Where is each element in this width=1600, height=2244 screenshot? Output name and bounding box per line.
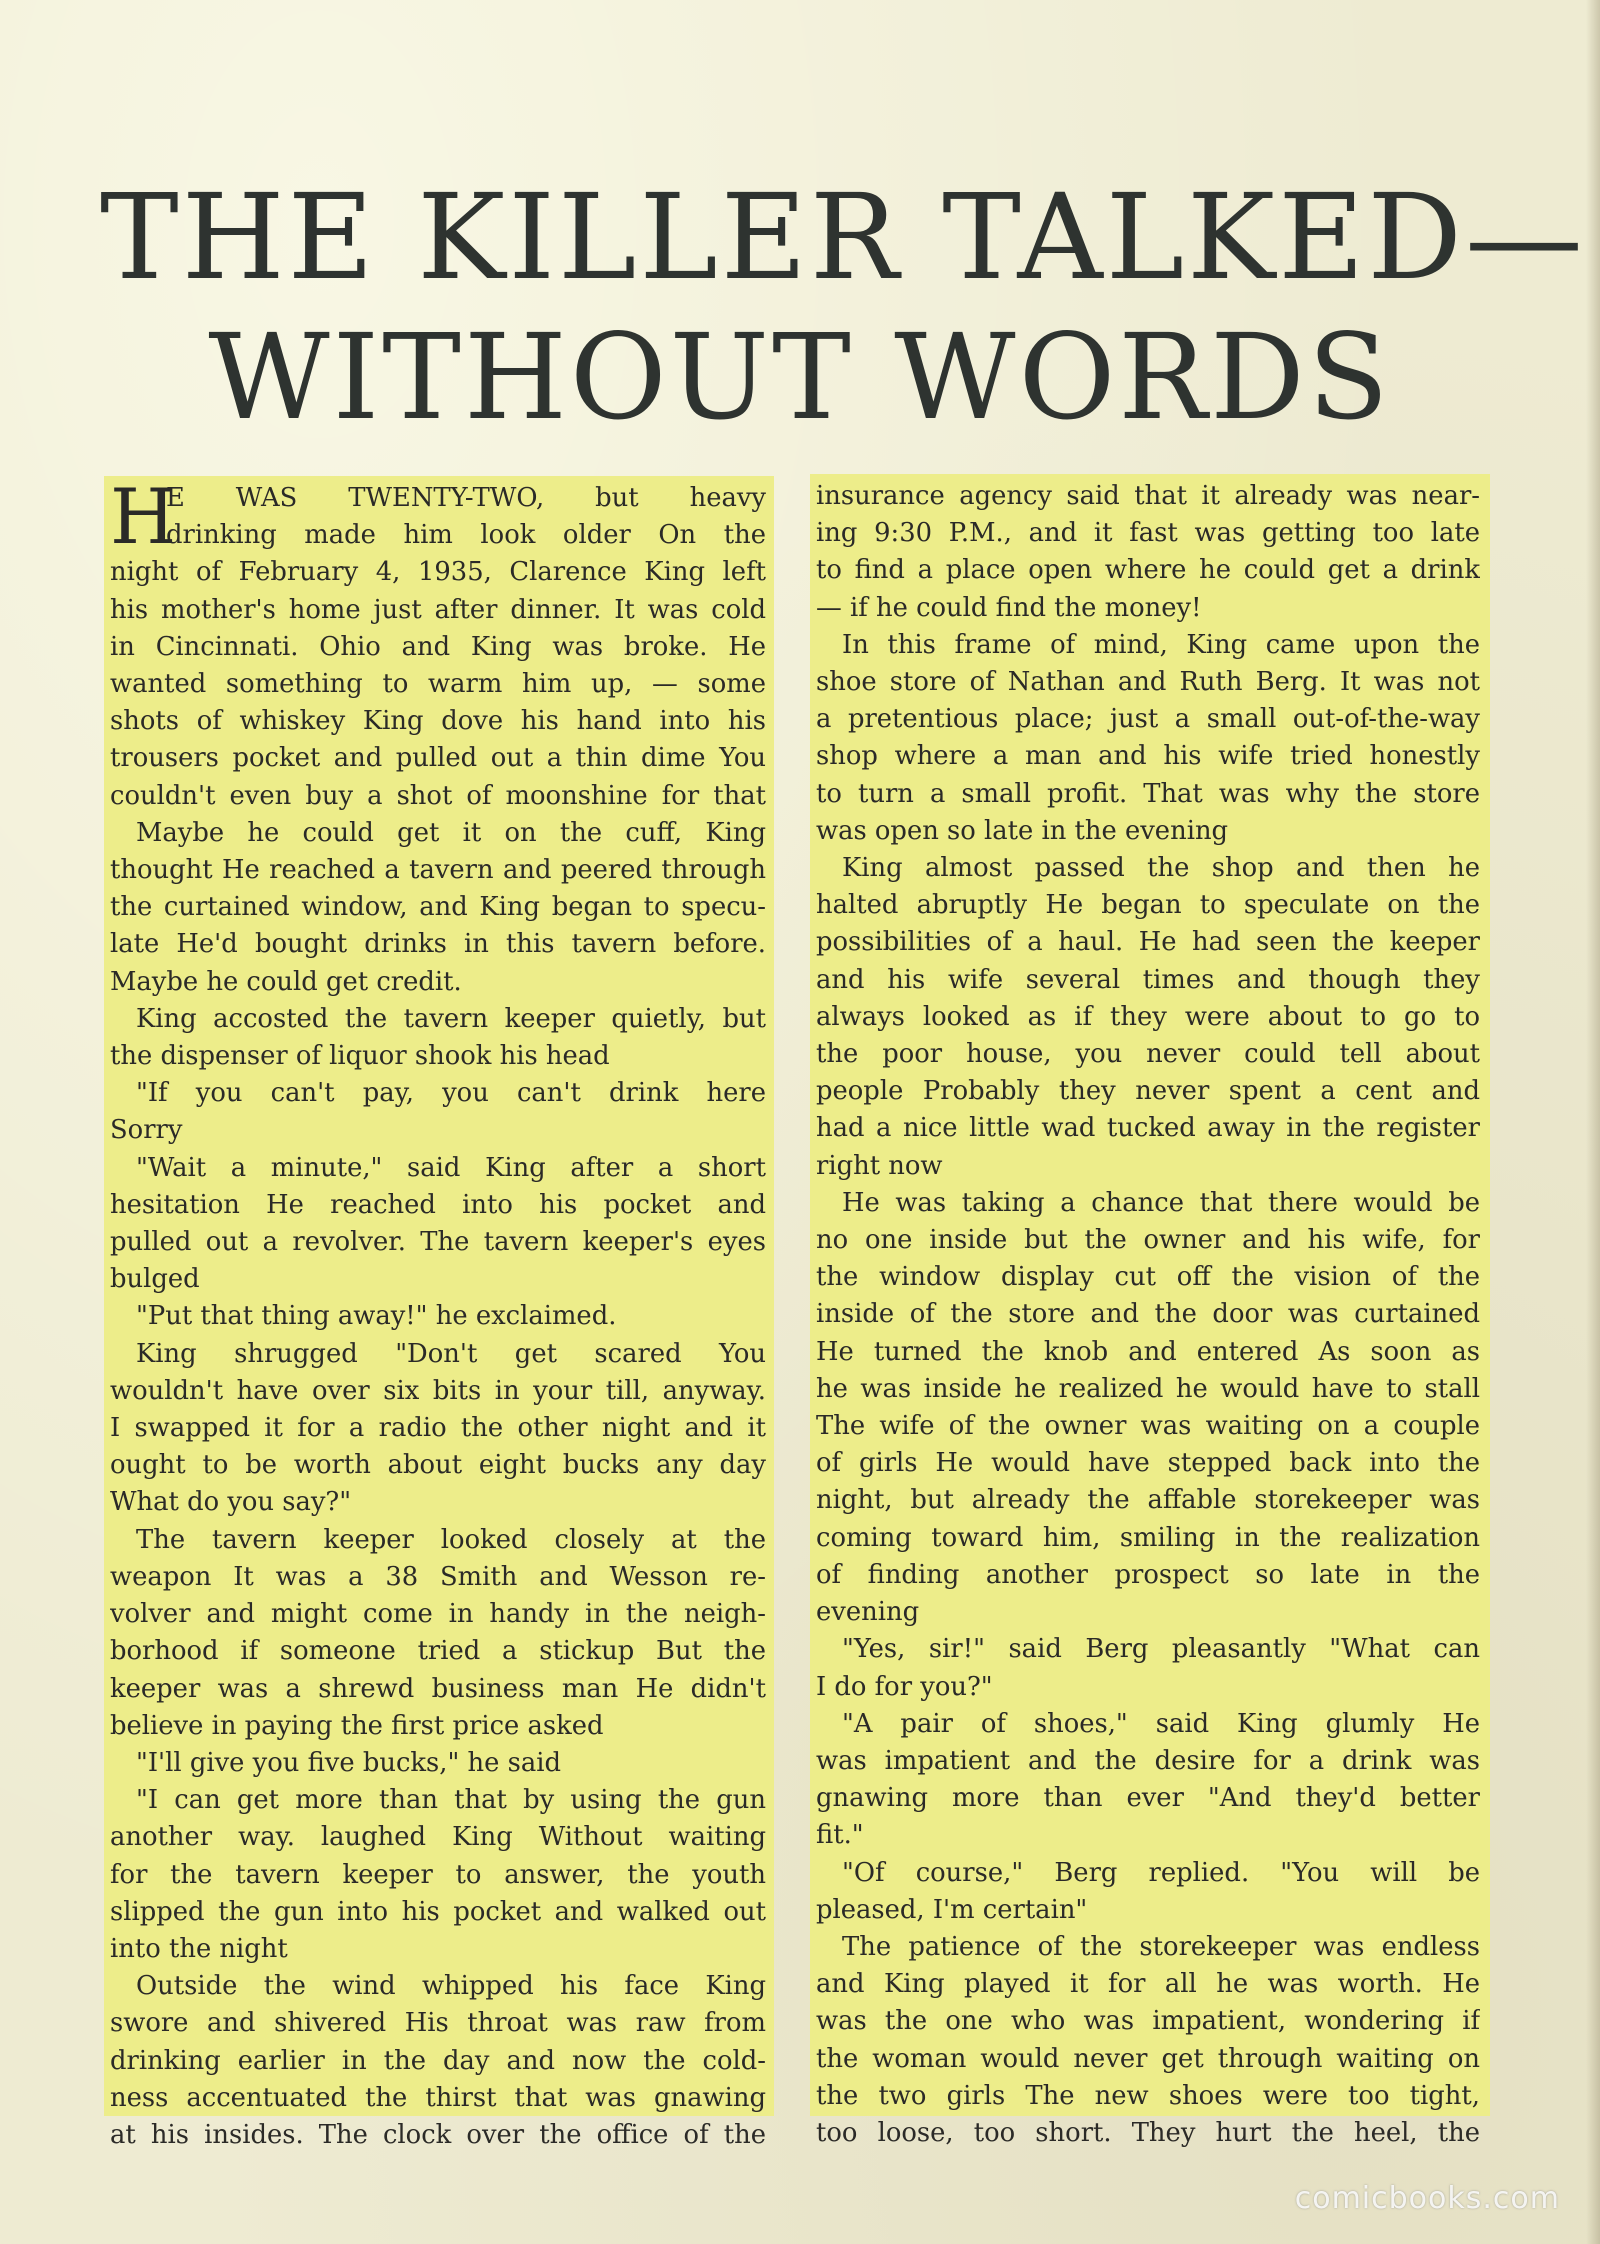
text-line: the poor house, you never could tell about — [816, 1039, 1480, 1070]
text-line: a pretentious place; just a small out-of-the-way — [816, 704, 1480, 735]
text-line: shop where a man and his wife tried honestly — [816, 741, 1480, 772]
text-line: of finding another prospect so late in the — [816, 1559, 1480, 1590]
story-title-line-2: WITHOUT WORDS — [208, 308, 1392, 446]
text-line: King almost passed the shop and then he — [842, 853, 1480, 884]
text-line: evening — [816, 1597, 920, 1628]
text-line: — if he could find the money! — [816, 592, 1202, 623]
text-line: Outside the wind whipped his face King — [136, 1971, 766, 2002]
text-line: The patience of the storekeeper was endless — [842, 1931, 1480, 1962]
text-line: wanted something to warm him up, — some — [110, 669, 766, 700]
text-line: halted abruptly He began to speculate on the — [816, 890, 1480, 921]
text-line: coming toward him, smiling in the realization — [816, 1522, 1480, 1553]
text-line: The wife of the owner was waiting on a couple — [816, 1411, 1480, 1442]
text-line: ing 9:30 P.M., and it fast was getting too late — [816, 518, 1480, 549]
text-line: pulled out a revolver. The tavern keeper's eyes — [110, 1227, 766, 1258]
text-line: hesitation He reached into his pocket and — [110, 1189, 766, 1220]
text-line: of girls He would have stepped back into the — [816, 1448, 1480, 1479]
text-line: believe in paying the first price asked — [110, 1710, 604, 1741]
text-line: ness accentuated the thirst that was gnawing — [110, 2082, 766, 2113]
text-line: "Of course," Berg replied. "You will be — [842, 1857, 1480, 1888]
text-line: shots of whiskey King dove his hand into his — [110, 706, 766, 737]
text-line: his mother's home just after dinner. It was cold — [110, 594, 766, 625]
text-line: He turned the knob and entered As soon as — [816, 1336, 1480, 1367]
text-line: into the night — [110, 1933, 288, 1964]
text-line: slipped the gun into his pocket and walked out — [110, 1896, 766, 1927]
story-column-left — [104, 472, 774, 2150]
text-line: borhood if someone tried a stickup But the — [110, 1636, 766, 1667]
text-line: "Yes, sir!" said Berg pleasantly "What can — [842, 1634, 1480, 1665]
text-line: he was inside he realized he would have to stall — [816, 1373, 1480, 1404]
text-line: wouldn't have over six bits in your till, anyway. — [110, 1375, 766, 1406]
text-line: people Probably they never spent a cent and — [816, 1076, 1480, 1107]
text-line: "Wait a minute," said King after a short — [136, 1152, 766, 1183]
text-line: I do for you?" — [816, 1671, 993, 1702]
text-line: was the one who was impatient, wondering if — [816, 2006, 1480, 2037]
text-line: What do you say?" — [110, 1487, 352, 1518]
text-line: was impatient and the desire for a drink was — [816, 1745, 1480, 1776]
text-line: drinking made him look older On the — [166, 520, 766, 551]
page-edge — [1586, 0, 1600, 2244]
text-line: thought He reached a tavern and peered through — [110, 855, 766, 886]
text-line: "I'll give you five bucks," he said — [136, 1747, 561, 1778]
text-line: too loose, too short. They hurt the heel, the — [816, 2117, 1480, 2148]
text-line: Maybe he could get credit. — [110, 966, 462, 997]
text-line: no one inside but the owner and his wife, for — [816, 1225, 1480, 1256]
text-line: King shrugged "Don't get scared You — [136, 1338, 766, 1369]
text-line: possibilities of a haul. He had seen the keeper — [816, 927, 1480, 958]
text-line: "Put that thing away!" he exclaimed. — [136, 1301, 617, 1332]
story-column-right — [810, 474, 1490, 2148]
text-line: ought to be worth about eight bucks any day — [110, 1450, 766, 1481]
text-line: swore and shivered His throat was raw from — [110, 2008, 766, 2039]
story-title-line-1: THE KILLER TALKED— — [100, 168, 1586, 306]
text-line: volver and might come in handy in the neigh- — [110, 1599, 766, 1630]
text-line: night of February 4, 1935, Clarence King left — [110, 557, 766, 588]
text-line: and his wife several times and though they — [816, 964, 1480, 995]
text-line: I swapped it for a radio the other night and it — [110, 1413, 766, 1444]
text-line: bulged — [110, 1264, 200, 1295]
text-line: the curtained window, and King began to specu- — [110, 892, 766, 923]
text-line: shoe store of Nathan and Ruth Berg. It was not — [816, 667, 1480, 698]
watermark: comicbooks.com — [1294, 2181, 1560, 2216]
text-line: pleased, I'm certain" — [816, 1894, 1088, 1925]
text-line: in Cincinnati. Ohio and King was broke. He — [110, 631, 766, 662]
text-line: the dispenser of liquor shook his head — [110, 1041, 610, 1072]
text-line: He was taking a chance that there would be — [842, 1187, 1480, 1218]
text-line: was open so late in the evening — [816, 815, 1229, 846]
text-line: "A pair of shoes," said King glumly He — [842, 1708, 1480, 1739]
text-line: night, but already the affable storekeeper was — [816, 1485, 1480, 1516]
text-line: right now — [816, 1150, 943, 1181]
text-line: drinking earlier in the day and now the cold- — [110, 2045, 766, 2076]
text-line: The tavern keeper looked closely at the — [136, 1524, 766, 1555]
text-line: E WAS TWENTY-TWO, but heavy — [166, 483, 766, 513]
text-line: weapon It was a 38 Smith and Wesson re- — [110, 1561, 766, 1592]
text-line: King accosted the tavern keeper quietly, but — [136, 1003, 766, 1034]
text-line: trousers pocket and pulled out a thin dime You — [110, 743, 766, 774]
text-line: at his insides. The clock over the office of the — [110, 2119, 766, 2150]
text-line: Maybe he could get it on the cuff, King — [136, 817, 766, 848]
drop-cap: H — [110, 472, 177, 561]
text-line: and King played it for all he was worth. He — [816, 1969, 1480, 2000]
text-line: "I can get more than that by using the gun — [136, 1785, 766, 1816]
text-line: Sorry — [110, 1115, 183, 1146]
text-line: "If you can't pay, you can't drink here — [136, 1078, 766, 1109]
text-line: the window display cut off the vision of the — [816, 1262, 1480, 1293]
text-line: to find a place open where he could get a drink — [816, 555, 1480, 586]
text-line: In this frame of mind, King came upon the — [842, 629, 1480, 660]
text-line: keeper was a shrewd business man He didn't — [110, 1673, 766, 1704]
text-line: to turn a small profit. That was why the store — [816, 778, 1480, 809]
text-line: insurance agency said that it already was near- — [816, 481, 1480, 511]
text-line: inside of the store and the door was curtained — [816, 1299, 1480, 1330]
text-line: gnawing more than ever "And they'd better — [816, 1783, 1480, 1814]
text-line: fit." — [816, 1820, 864, 1851]
text-line: late He'd bought drinks in this tavern before. — [110, 929, 766, 960]
text-line: always looked as if they were about to go to — [816, 1001, 1480, 1032]
text-line: had a nice little wad tucked away in the register — [816, 1113, 1480, 1144]
text-line: another way. laughed King Without waiting — [110, 1822, 766, 1853]
text-line: the woman would never get through waiting on — [816, 2043, 1480, 2074]
text-line: the two girls The new shoes were too tight, — [816, 2080, 1480, 2111]
text-line: couldn't even buy a shot of moonshine for that — [110, 780, 766, 811]
text-line: for the tavern keeper to answer, the youth — [110, 1859, 766, 1890]
